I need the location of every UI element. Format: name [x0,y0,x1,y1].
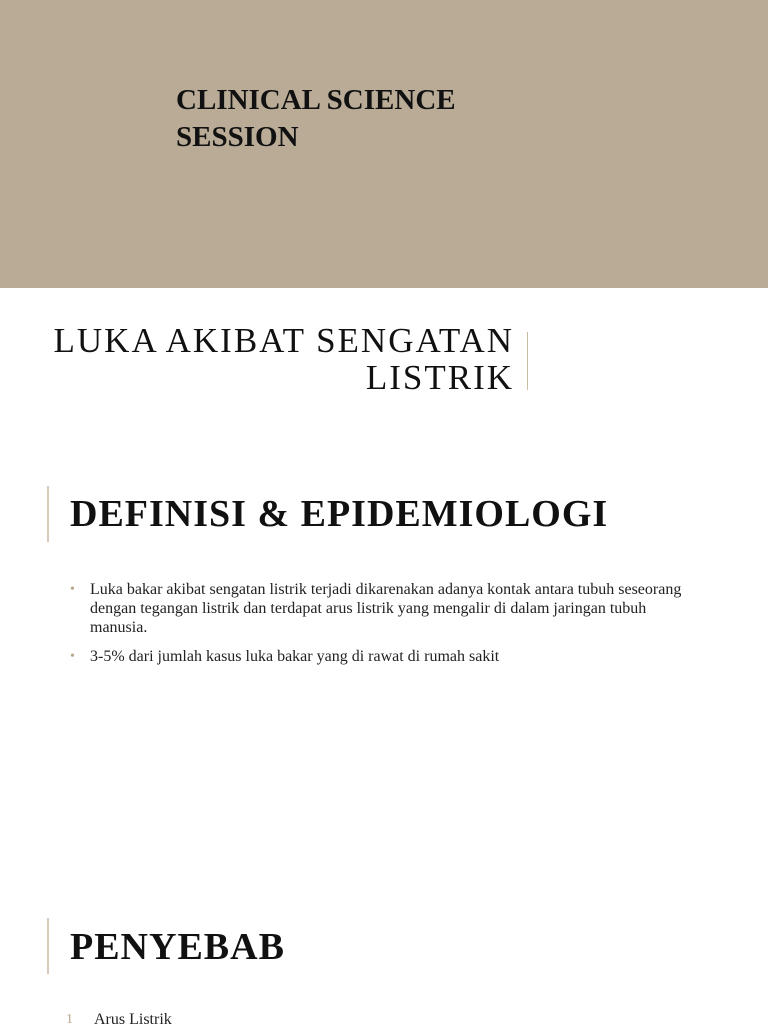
bullet-icon: • [70,649,75,664]
bullet-icon: • [70,582,75,597]
section-accent-bar [47,918,49,974]
slide-title: CLINICAL SCIENCE SESSION [176,84,456,153]
section-heading-penyebab: PENYEBAB [70,926,285,968]
bullet-text: 3-5% dari jumlah kasus luka bakar yang di rawat di rumah sakit [90,648,500,665]
list-item [70,647,690,666]
bullet-text: Luka bakar akibat sengatan listrik terjadi dikarenakan adanya kontak antara tubuh seseorang dengan tegangan listrik dan terdapat arus listrik yang mengalir di dalam jaringan tubuh manusia. [90,581,682,636]
numbered-list [66,1010,666,1029]
list-number: 1 [66,1012,73,1027]
list-item [66,1010,666,1029]
title-accent-bar [527,332,528,390]
main-title: LUKA AKIBAT SENGATAN LISTRIK [53,321,514,397]
section-accent-bar [47,486,49,542]
list-item [70,580,690,637]
slide-title-panel [0,0,768,288]
bullet-list [70,580,690,676]
section-heading-definisi: DEFINISI & EPIDEMIOLOGI [70,493,609,535]
list-text: Arus Listrik [94,1011,172,1028]
